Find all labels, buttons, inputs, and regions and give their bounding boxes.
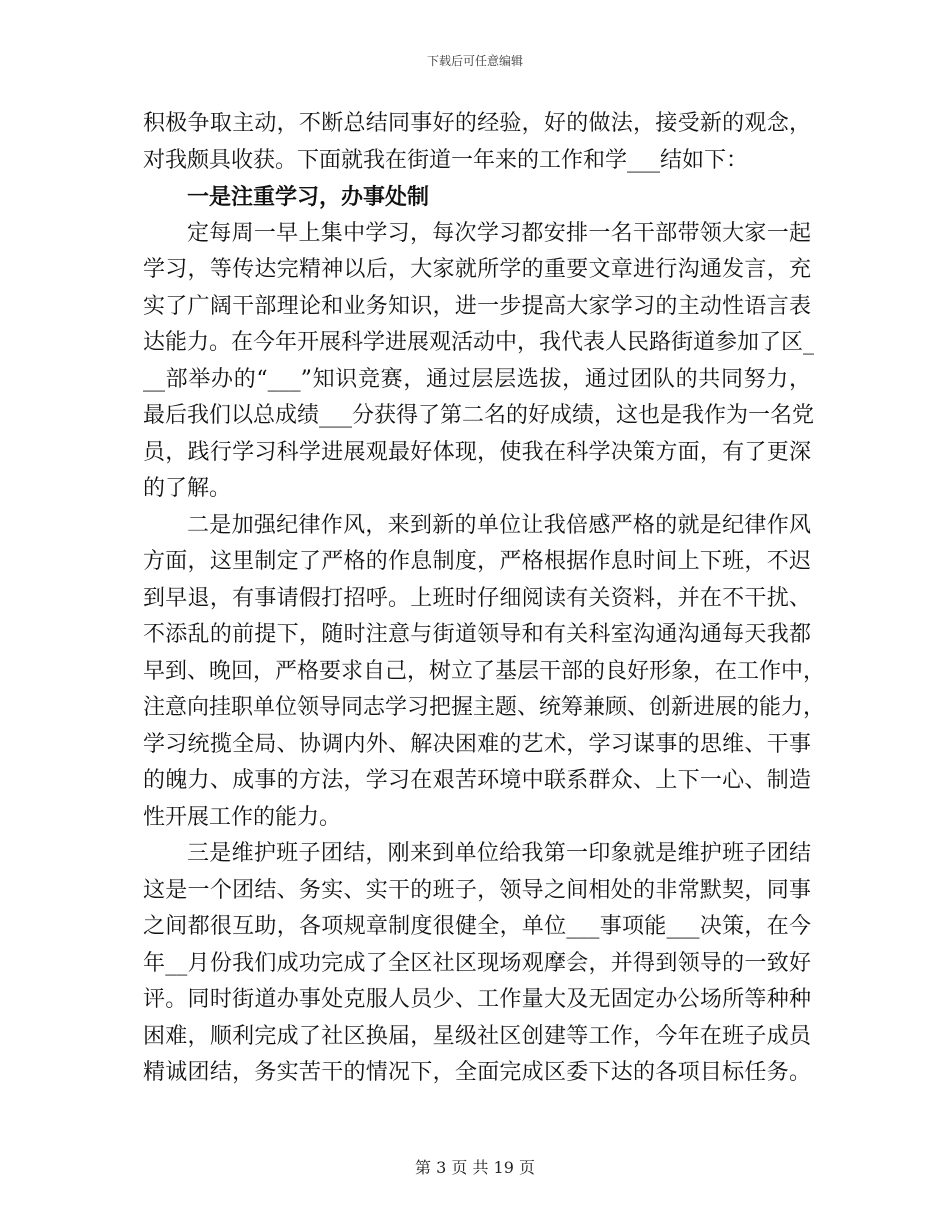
page-header: 下载后可任意编辑 <box>426 54 523 68</box>
text-line: 的了解。 <box>143 476 232 501</box>
text-line: 积极争取主动，不断总结同事好的经验，好的做法，接受新的观念， <box>143 111 811 136</box>
text-line: 达能力。在今年开展科学进展观活动中，我代表人民路街道参加了区_ <box>143 330 815 355</box>
text-line: 二是加强纪律作风，来到新的单位让我倍感严格的就是纪律作风 <box>187 512 811 538</box>
text-line: 的魄力、成事的方法，学习在艰苦环境中联系群众、上下一心、制造 <box>143 768 811 793</box>
text-line: 对我颇具收获。下面就我在街道一年来的工作和学___结如下： <box>143 147 749 173</box>
document-body <box>143 106 826 1092</box>
text-line: 早到、晚回，严格要求自己，树立了基层干部的良好形象，在工作中， <box>143 658 826 684</box>
text-line: 之间都很互助，各项规章制度很健全，单位___事项能___决策，在今 <box>143 914 811 939</box>
text-line: 学习统揽全局、协调内外、解决困难的艺术，学习谋事的思维、干事 <box>143 731 811 757</box>
text-line: 评。同时街道办事处克服人员少、工作量大及无固定办公场所等种种 <box>143 987 811 1012</box>
text-line: 年__月份我们成功完成了全区社区现场观摩会，并得到领导的一致好 <box>143 950 811 976</box>
text-line: 实了广阔干部理论和业务知识，进一步提高大家学习的主动性语言表 <box>143 293 811 319</box>
text-line: 到早退，有事请假打招呼。上班时仔细阅读有关资料，并在不干扰、 <box>143 585 811 611</box>
text-line: 困难，顺利完成了社区换届，星级社区创建等工作，今年在班子成员 <box>143 1023 811 1049</box>
text-line: 学习，等传达完精神以后，大家就所学的重要文章进行沟通发言，充 <box>143 257 811 282</box>
text-line: 不添乱的前提下，随时注意与街道领导和有关科室沟通沟通每天我都 <box>143 622 811 647</box>
text-line: 这是一个团结、务实、实干的班子，领导之间相处的非常默契，同事 <box>143 877 811 903</box>
text-line: 最后我们以总成绩___分获得了第二名的好成绩，这也是我作为一名党 <box>143 403 815 428</box>
page-number: 第 3 页 共 19 页 <box>415 1158 535 1177</box>
text-line: 注意向挂职单位领导同志学习把握主题、统筹兼顾、创新进展的能力， <box>143 695 826 720</box>
text-line: 方面，这里制定了严格的作息制度，严格根据作息时间上下班，不迟 <box>143 549 811 574</box>
section-heading: 一是注重学习，办事处制 <box>187 184 430 210</box>
text-line: 三是维护班子团结，刚来到单位给我第一印象就是维护班子团结 <box>187 841 811 866</box>
text-line: 定每周一早上集中学习，每次学习都安排一名干部带领大家一起 <box>187 220 811 246</box>
text-line: 精诚团结，务实苦干的情况下，全面完成区委下达的各项目标任务。 <box>143 1060 811 1085</box>
text-line: 性开展工作的能力。 <box>143 804 342 830</box>
text-line: __部举办的“___”知识竞赛，通过层层选拔，通过团队的共同努力， <box>143 366 811 392</box>
text-line: 员，践行学习科学进展观最好体现，使我在科学决策方面，有了更深 <box>143 439 811 465</box>
